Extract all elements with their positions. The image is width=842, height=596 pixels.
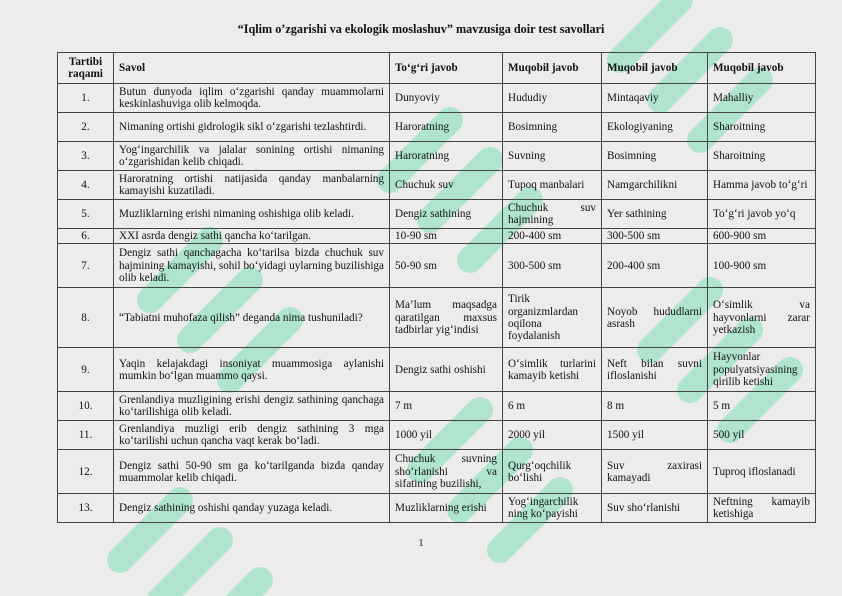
- question-number: 10.: [58, 392, 114, 421]
- correct-answer: Chuchuk suvning sho‘rlanishi va sifatining buzilishi,: [390, 450, 503, 494]
- alternative-answer-1: Qurg‘oqchilik bo‘lishi: [503, 450, 602, 494]
- question-number: 6.: [58, 229, 114, 244]
- alternative-answer-2: Noyob hududlarni asrash: [602, 288, 708, 348]
- alternative-answer-3: Hamma javob to‘g‘ri: [708, 171, 816, 200]
- alternative-answer-3: 5 m: [708, 392, 816, 421]
- alternative-answer-1: Yog‘ingarchilik ning ko‘payishi: [503, 494, 602, 523]
- alternative-answer-3: To‘g‘ri javob yo‘q: [708, 200, 816, 229]
- correct-answer: 50-90 sm: [390, 244, 503, 288]
- question-number: 12.: [58, 450, 114, 494]
- alternative-answer-3: Hayvonlar populyatsiyasining qirilib ketishi: [708, 348, 816, 392]
- correct-answer: 10-90 sm: [390, 229, 503, 244]
- table-row: [58, 229, 816, 244]
- alternative-answer-2: Suv zaxirasi kamayadi: [602, 450, 708, 494]
- question-number: 3.: [58, 142, 114, 171]
- question-number: 7.: [58, 244, 114, 288]
- correct-answer: 7 m: [390, 392, 503, 421]
- header-correct-answer: To‘g‘ri javob: [390, 53, 503, 84]
- correct-answer: Haroratning: [390, 142, 503, 171]
- alternative-answer-2: Bosimning: [602, 142, 708, 171]
- question-number: 2.: [58, 113, 114, 142]
- question-text: Haroratning ortishi natijasida qanday manbalarning kamayishi kuzatiladi.: [114, 171, 390, 200]
- alternative-answer-1: Bosimning: [503, 113, 602, 142]
- alternative-answer-1: Suvning: [503, 142, 602, 171]
- question-number: 13.: [58, 494, 114, 523]
- alternative-answer-1: Hududiy: [503, 84, 602, 113]
- alternative-answer-3: 600-900 sm: [708, 229, 816, 244]
- alternative-answer-2: Mintaqaviy: [602, 84, 708, 113]
- document-title: “Iqlim o’zgarishi va ekologik moslashuv” mavzusiga doir test savollari: [237, 22, 605, 36]
- alternative-answer-2: 300-500 sm: [602, 229, 708, 244]
- alternative-answer-1: 6 m: [503, 392, 602, 421]
- question-number: 8.: [58, 288, 114, 348]
- alternative-answer-2: Neft bilan suvni ifloslanishi: [602, 348, 708, 392]
- table-row: [58, 84, 816, 113]
- question-text: Butun dunyoda iqlim o‘zgarishi qanday muammolarni keskinlashuviga olib kelmoqda.: [114, 84, 390, 113]
- table-header-row: [58, 53, 816, 84]
- question-text: Dengiz sathining oshishi qanday yuzaga keladi.: [114, 494, 390, 523]
- question-text: Yaqin kelajakdagi insoniyat muammosiga aylanishi mumkin bo‘lgan muammo qaysi.: [114, 348, 390, 392]
- question-text: Yog‘ingarchilik va jalalar sonining ortishi nimaning o‘zgarishidan kelib chiqadi.: [114, 142, 390, 171]
- alternative-answer-3: 100-900 sm: [708, 244, 816, 288]
- question-text: Muzliklarning erishi nimaning oshishiga olib keladi.: [114, 200, 390, 229]
- alternative-answer-3: Neftning kamayib ketishiga: [708, 494, 816, 523]
- question-number: 9.: [58, 348, 114, 392]
- header-alternative-answer-2: Muqobil javob: [602, 53, 708, 84]
- table-row: [58, 348, 816, 392]
- question-text: Dengiz sathi qanchagacha ko‘tarilsa bizda chuchuk suv hajmining kamayishi, sohil bo‘yidagi uylarning buzilishiga olib keladi.: [114, 244, 390, 288]
- table-row: [58, 288, 816, 348]
- question-text: “Tabiatni muhofaza qilish” deganda nima tushuniladi?: [114, 288, 390, 348]
- question-number: 4.: [58, 171, 114, 200]
- table-row: [58, 450, 816, 494]
- alternative-answer-2: Yer sathining: [602, 200, 708, 229]
- question-text: Nimaning ortishi gidrologik sikl o‘zgarishi tezlashtirdi.: [114, 113, 390, 142]
- alternative-answer-1: 2000 yil: [503, 421, 602, 450]
- alternative-answer-1: 200-400 sm: [503, 229, 602, 244]
- alternative-answer-3: 500 yil: [708, 421, 816, 450]
- table-row: [58, 113, 816, 142]
- table-row: [58, 142, 816, 171]
- correct-answer: 1000 yil: [390, 421, 503, 450]
- alternative-answer-2: Suv sho‘rlanishi: [602, 494, 708, 523]
- table-row: [58, 421, 816, 450]
- alternative-answer-2: 8 m: [602, 392, 708, 421]
- alternative-answer-1: Tupoq manbalari: [503, 171, 602, 200]
- test-questions-table: [57, 52, 816, 523]
- question-text: XXI asrda dengiz sathi qancha ko‘tarilgan.: [114, 229, 390, 244]
- question-text: Dengiz sathi 50-90 sm ga ko‘tarilganda bizda qanday muammolar kelib chiqadi.: [114, 450, 390, 494]
- correct-answer: Dengiz sathining: [390, 200, 503, 229]
- alternative-answer-2: Namgarchilikni: [602, 171, 708, 200]
- header-alternative-answer-3: Muqobil javob: [708, 53, 816, 84]
- table-row: [58, 494, 816, 523]
- correct-answer: Haroratning: [390, 113, 503, 142]
- question-text: Grenlandiya muzligi erib dengiz sathining 3 mga ko‘tarilishi uchun qancha vaqt kerak bo‘ladi.: [114, 421, 390, 450]
- header-question: Savol: [114, 53, 390, 84]
- question-number: 11.: [58, 421, 114, 450]
- question-text: Grenlandiya muzligining erishi dengiz sathining qanchaga ko‘tarilishiga olib keladi.: [114, 392, 390, 421]
- correct-answer: Dunyoviy: [390, 84, 503, 113]
- alternative-answer-3: Sharoitning: [708, 142, 816, 171]
- question-number: 5.: [58, 200, 114, 229]
- alternative-answer-2: Ekologiyaning: [602, 113, 708, 142]
- correct-answer: Chuchuk suv: [390, 171, 503, 200]
- question-number: 1.: [58, 84, 114, 113]
- page-number: 1: [418, 538, 424, 549]
- alternative-answer-2: 200-400 sm: [602, 244, 708, 288]
- alternative-answer-1: Chuchuk suv hajmining: [503, 200, 602, 229]
- header-alternative-answer-1: Muqobil javob: [503, 53, 602, 84]
- alternative-answer-1: 300-500 sm: [503, 244, 602, 288]
- alternative-answer-2: 1500 yil: [602, 421, 708, 450]
- table-row: [58, 244, 816, 288]
- correct-answer: Ma’lum maqsadga qaratilgan maxsus tadbirlar yig‘indisi: [390, 288, 503, 348]
- table-row: [58, 392, 816, 421]
- alternative-answer-3: O‘simlik va hayvonlarni zarar yetkazish: [708, 288, 816, 348]
- correct-answer: Dengiz sathi oshishi: [390, 348, 503, 392]
- alternative-answer-3: Sharoitning: [708, 113, 816, 142]
- alternative-answer-3: Mahalliy: [708, 84, 816, 113]
- header-number: Tartibi raqami: [58, 53, 114, 84]
- table-row: [58, 200, 816, 229]
- table-row: [58, 171, 816, 200]
- alternative-answer-1: O‘simlik turlarini kamayib ketishi: [503, 348, 602, 392]
- alternative-answer-1: Tirik organizmlardan oqilona foydalanish: [503, 288, 602, 348]
- alternative-answer-3: Tuproq ifloslanadi: [708, 450, 816, 494]
- correct-answer: Muzliklarning erishi: [390, 494, 503, 523]
